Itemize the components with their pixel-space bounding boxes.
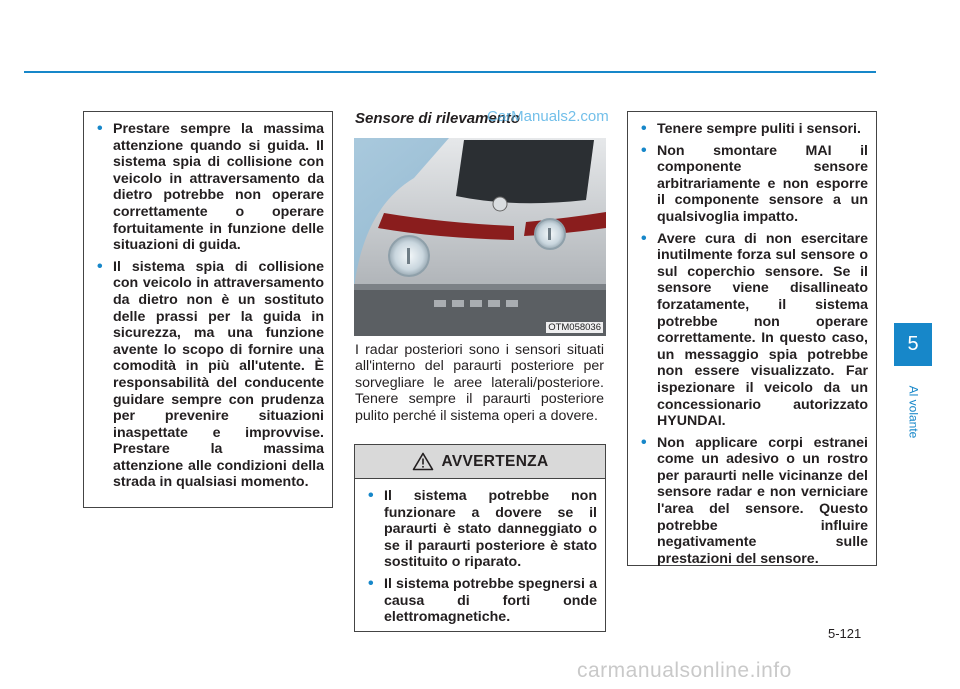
list-item: • Il sistema potrebbe spegnersi a causa di forti onde elettromagnetiche. bbox=[364, 576, 597, 626]
warning-title: AVVERTENZA bbox=[441, 452, 549, 470]
rear-bumper-sensor-illustration bbox=[354, 138, 606, 336]
warning-triangle-icon bbox=[412, 452, 434, 471]
list-item: • Il sistema potrebbe non funzionare a dovere se il paraurti è stato danneggiato o se il paraurti posteriore è stato sostituito o riparato. bbox=[364, 488, 597, 571]
watermark-top: CarManuals2.com bbox=[487, 108, 609, 125]
list-item: • Non smontare MAI il componente sensore arbitrariamente e non esporre il componente sensore a un qualsivoglia impatto. bbox=[637, 143, 868, 226]
image-code: OTM058036 bbox=[548, 322, 601, 333]
warning-header bbox=[355, 445, 605, 479]
section-body-text: I radar posteriori sono i sensori situati all'interno del paraurti posteriore per sorvegliare le aree laterali/posteriore. Tenere sempre il paraurti posteriore pulito perché il sistema operi a dovere. bbox=[355, 342, 604, 424]
chapter-label-text: Al volante bbox=[906, 385, 921, 439]
caution-list-right bbox=[637, 121, 868, 567]
section-title: Sensore di rilevamento bbox=[355, 110, 521, 127]
chapter-number-tab: 5 bbox=[894, 323, 932, 366]
warning-box bbox=[354, 444, 606, 632]
list-item: • Avere cura di non esercitare inutilmente forza sul sensore o sul coperchio sensore. Se il sensore viene disallineato forzatamente, il sistema potrebbe non operare correttamente. In questo caso, un messaggio spia potrebbe non essere visualizzato. Far ispezionare il veicolo da un concessionario autorizzato HYUNDAI. bbox=[637, 231, 868, 430]
header-rule bbox=[24, 71, 876, 73]
list-item: • Non applicare corpi estranei come un adesivo o un rostro per paraurti nelle vicinanze del sensore radar e non verniciare l'area del sensore. Questo potrebbe influire negativamente sulle prestazioni del sensore. bbox=[637, 435, 868, 568]
caution-box-left bbox=[83, 111, 333, 508]
caution-box-right bbox=[627, 111, 877, 566]
caution-list-left bbox=[93, 121, 324, 491]
vehicle-rear-photo bbox=[354, 138, 606, 336]
list-item: • Tenere sempre puliti i sensori. bbox=[637, 121, 868, 138]
chapter-label bbox=[894, 372, 932, 452]
page-number: 5-121 bbox=[828, 626, 862, 641]
warning-body bbox=[355, 479, 605, 626]
watermark-bottom: carmanualsonline.info bbox=[577, 659, 792, 682]
list-item: • Prestare sempre la massima attenzione quando si guida. Il sistema spia di collisione con veicolo in attraversamento da dietro potrebbe non operare correttamente o operare fortuitamente in funzione delle situazioni di guida. bbox=[93, 121, 324, 254]
list-item: • Il sistema spia di collisione con veicolo in attraversamento da dietro non è un sostituto delle prassi per la guida in sicurezza, ma una funzione avente lo scopo di fornire una comodità in più all'utente. È responsabilità del conducente guidare sempre con prudenza per prevenire situazioni inaspettate e improvvise. Prestare la massima attenzione alle condizioni della strada in qualsiasi momento. bbox=[93, 259, 324, 491]
warning-list bbox=[364, 488, 597, 626]
